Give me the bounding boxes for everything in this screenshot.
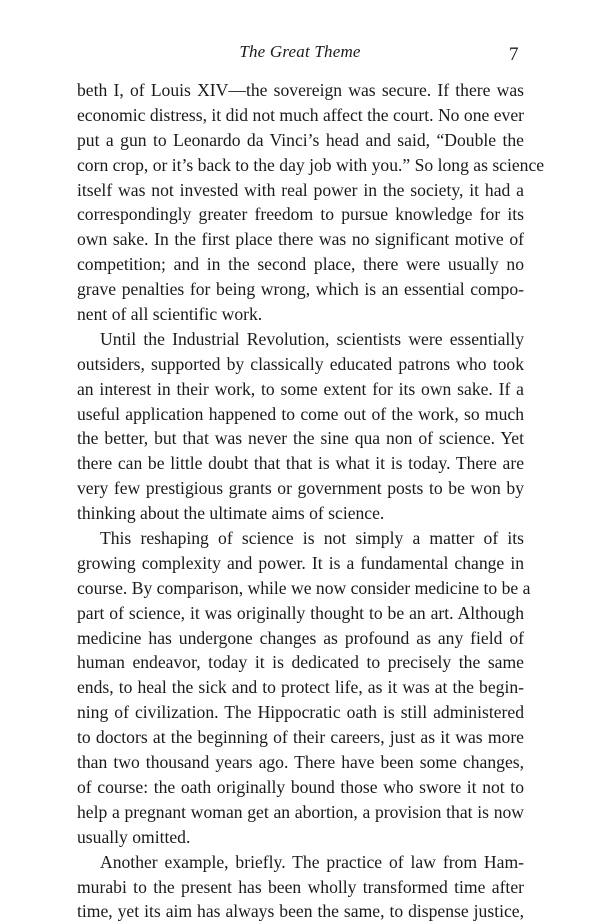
text-line: economic distress, it did not much affect the court. No one ever	[77, 104, 524, 125]
text-line: competition; and in the second place, there were usually no	[77, 254, 524, 275]
paragraph	[77, 526, 531, 850]
paragraph	[77, 78, 545, 327]
text-line: Another example, briefly. The practice of law from Ham-	[100, 851, 524, 872]
text-line: put a gun to Leonardo da Vinci’s head and said, “Double the	[77, 129, 524, 150]
text-line: Until the Industrial Revolution, scientists were essentially	[100, 328, 524, 349]
text-line: This reshaping of science is not simply a matter of its	[100, 528, 524, 549]
text-line: itself was not invested with real power in the society, it had a	[77, 179, 524, 200]
text-line: correspondingly greater freedom to pursue knowledge for its	[77, 204, 524, 225]
text-line: growing complexity and power. It is a fundamental change in	[77, 552, 524, 573]
text-line: nent of all scientific work.	[77, 304, 263, 325]
text-line: medicine has undergone changes as profound as any field of	[77, 627, 524, 648]
text-line: help a pregnant woman get an abortion, a provision that is now	[77, 801, 524, 822]
text-line: of course: the oath originally bound those who swore it not to	[77, 776, 524, 797]
text-line: murabi to the present has been wholly transformed time after	[77, 876, 524, 897]
text-line: beth I, of Louis XIV—the sovereign was secure. If there was	[77, 80, 524, 100]
text-line: ends, to heal the sick and to protect life, as it was at the begin-	[77, 677, 524, 698]
text-line: usually omitted.	[77, 826, 191, 847]
text-line: an interest in their work, to some extent for its own sake. If a	[77, 378, 524, 399]
text-line: thinking about the ultimate aims of science.	[77, 503, 385, 524]
text-line: human endeavor, today it is dedicated to precisely the same	[77, 652, 524, 673]
text-line: grave penalties for being wrong, which is an essential compo-	[77, 279, 524, 300]
text-line: outsiders, supported by classically educated patrons who took	[77, 353, 524, 374]
text-line: very few prestigious grants or government posts to be won by	[77, 478, 524, 499]
text-line: than two thousand years ago. There have been some changes,	[77, 752, 524, 773]
text-line: time, yet its aim has always been the same, to dispense justice,	[77, 901, 524, 922]
page-number: 7	[509, 44, 519, 65]
text-line: to doctors at the beginning of their careers, just as it was more	[77, 727, 524, 748]
running-head	[0, 42, 600, 66]
text-line: useful application happened to come out of the work, so much	[77, 403, 524, 424]
text-line: own sake. In the first place there was no significant motive of	[77, 229, 524, 250]
paragraph	[77, 327, 524, 526]
text-line: part of science, it was originally thought to be an art. Although	[77, 602, 524, 623]
paragraph	[77, 850, 524, 924]
text-line: corn crop, or it’s back to the day job with you.” So long as science	[77, 154, 545, 175]
text-line: ning of civilization. The Hippocratic oath is still administered	[77, 702, 524, 723]
running-title: The Great Theme	[239, 42, 361, 61]
text-line: course. By comparison, while we now consider medicine to be a	[77, 577, 531, 598]
body-text	[77, 78, 545, 924]
text-line: the better, but that was never the sine qua non of science. Yet	[77, 428, 524, 449]
text-line: there can be little doubt that that is what it is today. There are	[77, 453, 524, 474]
